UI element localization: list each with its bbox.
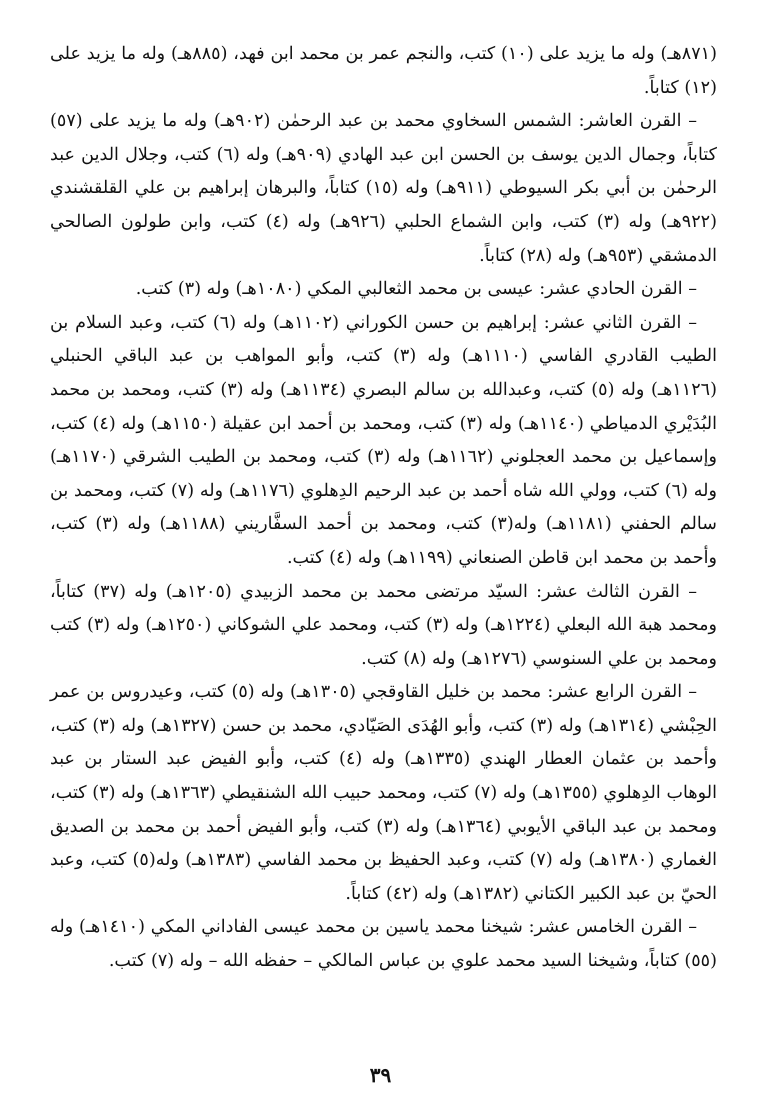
- body-text: [50, 38, 717, 979]
- paragraph-twelfth-century: – القرن الثاني عشر: إبراهيم بن حسن الكوراني (١١٠٢هـ) وله (٦) كتب، وعبد السلام بن الطيب القادري الفاسي (١١١٠هـ) وله (٣) كتب، وأبو المواهب بن عبد الباقي الحنبلي (١١٢٦هـ) وله (٥) كتب، وعبدالله بن سالم البصري (١١٣٤هـ) وله (٣) كتب، ومحمد بن محمد البُدَيْري الدمياطي (١١٤٠هـ) وله (٣) كتب، ومحمد بن أحمد ابن عقيلة (١١٥٠هـ) وله (٤) كتب، وإسماعيل بن محمد العجلوني (١١٦٢هـ) وله (٣) كتب، ومحمد بن الطيب الشرقي (١١٧٠هـ) وله (٦) كتب، وولي الله شاه أحمد بن عبد الرحيم الدِهلوي (١١٧٦هـ) وله (٧) كتب، ومحمد بن سالم الحفني (١١٨١هـ) وله(٣) كتب، ومحمد بن أحمد السفَّاريني (١١٨٨هـ) وله (٣) كتب، وأحمد بن محمد ابن قاطن الصنعاني (١١٩٩هـ) وله (٤) كتب.: [50, 312, 718, 568]
- paragraph-fourteenth-century: – القرن الرابع عشر: محمد بن خليل القاوقجي (١٣٠٥هـ) وله (٥) كتب، وعيدروس بن عمر الحِبْشي (١٣١٤هـ) وله (٣) كتب، وأبو الهُدَى الصَيّادي، محمد بن حسن (١٣٢٧هـ) وله (٣) كتب، وأحمد بن عثمان العطار الهندي (١٣٣٥هـ) وله (٤) كتب، وأبو الفيض عبد الستار بن عبد الوهاب الدِهلوي (١٣٥٥هـ) وله (٧) كتب، ومحمد حبيب الله الشنقيطي (١٣٦٣هـ) وله (٣) كتب، ومحمد بن عبد الباقي الأيوبي (١٣٦٤هـ) وله (٣) كتب، وأبو الفيض أحمد بن محمد بن الصديق الغماري (١٣٨٠هـ) وله (٧) كتب، وعبد الحفيظ بن محمد الفاسي (١٣٨٣هـ) وله(٥) كتب، وعبد الحيّ بن عبد الكبير الكتاني (١٣٨٢هـ) وله (٤٢) كتاباً.: [50, 682, 718, 904]
- page-number: ٣٩: [369, 1063, 392, 1087]
- paragraph-fifteenth-century: – القرن الخامس عشر: شيخنا محمد ياسين بن محمد عيسى الفاداني المكي (١٤١٠هـ) وله (٥٥) كتاباً، وشيخنا السيد محمد علوي بن عباس المالكي – حفظه الله – وله (٧) كتب.: [50, 917, 717, 972]
- paragraph-tenth-century: – القرن العاشر: الشمس السخاوي محمد بن عبد الرحمٰن (٩٠٢هـ) وله ما يزيد على (٥٧) كتاباً، وجمال الدين يوسف بن الحسن ابن عبد الهادي (٩٠٩هـ) وله (٦) كتب، وجلال الدين عبد الرحمٰن بن أبي بكر السيوطي (٩١١هـ) وله (١٥) كتاباً، والبرهان إبراهيم بن علي القلقشندي (٩٢٢هـ) وله (٣) كتب، وابن الشماع الحلبي (٩٢٦هـ) وله (٤) كتب، وابن طولون الصالحي الدمشقي (٩٥٣هـ) وله (٢٨) كتاباً.: [50, 111, 718, 266]
- paragraph-thirteenth-century: – القرن الثالث عشر: السيّد مرتضى محمد بن محمد الزبيدي (١٢٠٥هـ) وله (٣٧) كتاباً، ومحمد هبة الله البعلي (١٢٢٤هـ) وله (٣) كتب، ومحمد علي الشوكاني (١٢٥٠هـ) وله (٣) كتب ومحمد بن علي السنوسي (١٢٧٦هـ) وله (٨) كتب.: [50, 581, 717, 669]
- paragraph-continuation: (٨٧١هـ) وله ما يزيد على (١٠) كتب، والنجم عمر بن محمد ابن فهد، (٨٨٥هـ) وله ما يزيد على (١٢) كتاباً.: [50, 44, 717, 98]
- paragraph-eleventh-century: – القرن الحادي عشر: عيسى بن محمد الثعالبي المكي (١٠٨٠هـ) وله (٣) كتب.: [135, 279, 697, 300]
